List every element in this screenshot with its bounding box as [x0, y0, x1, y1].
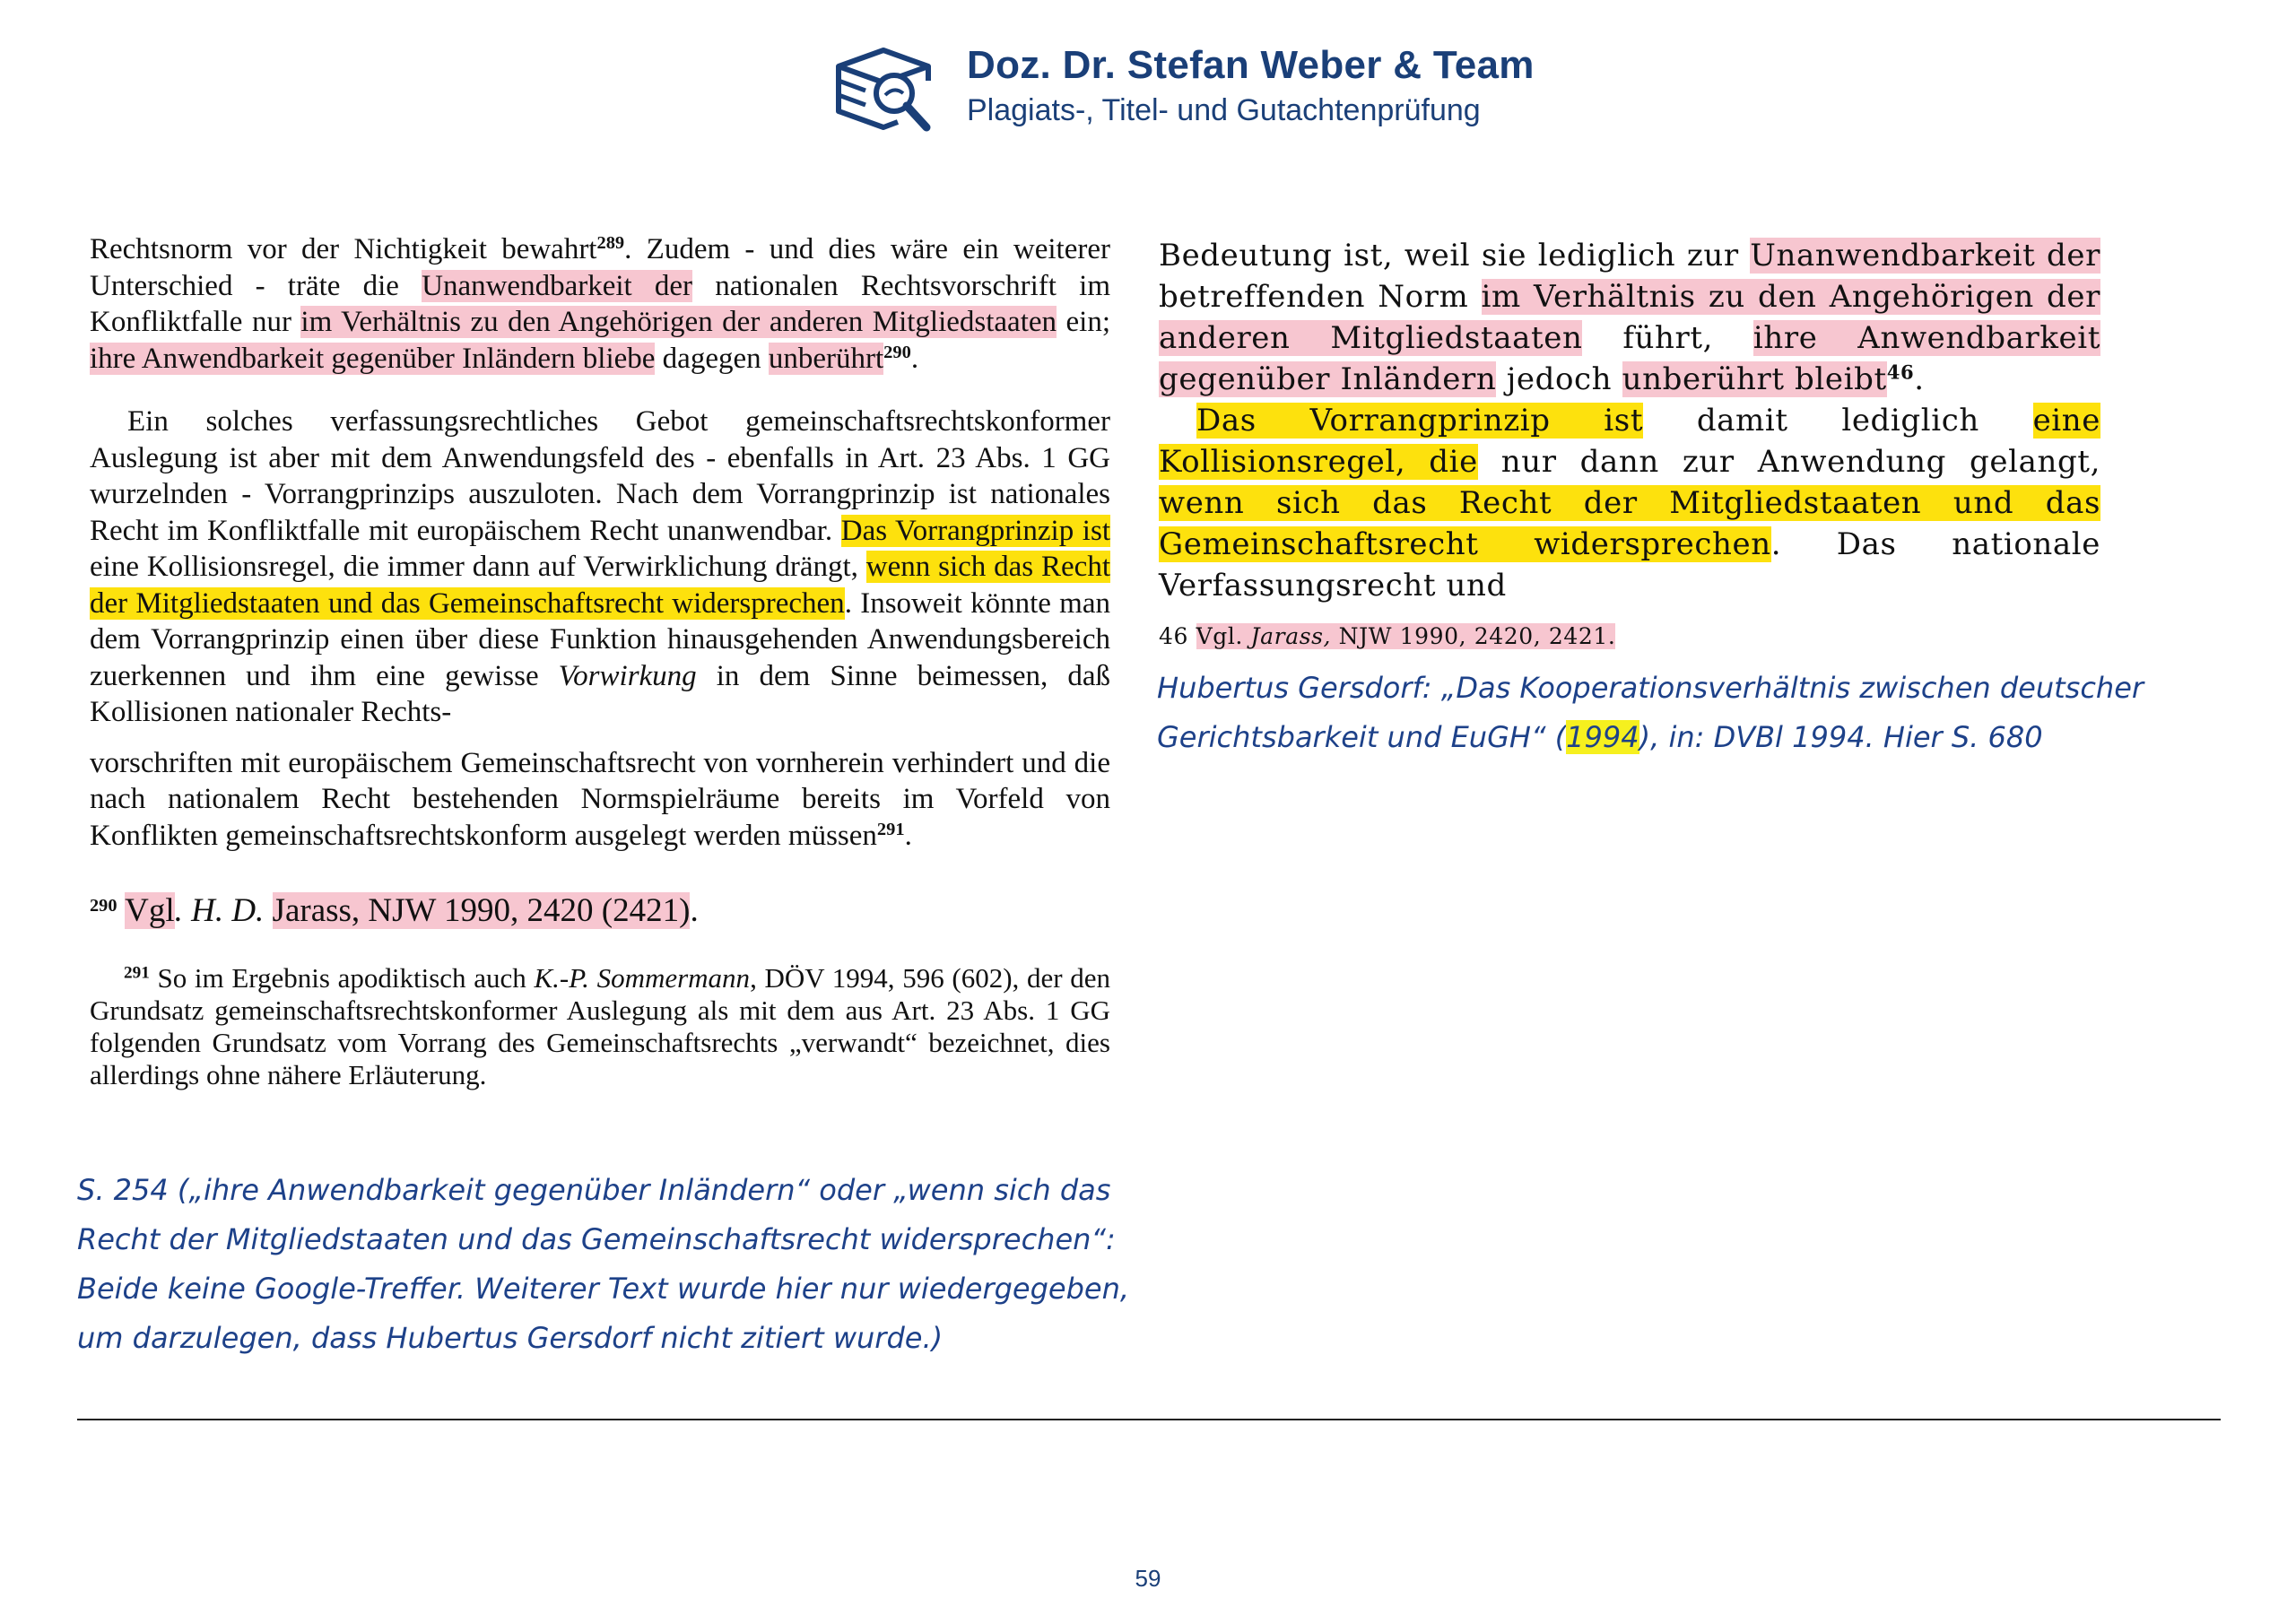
text: damit lediglich	[1643, 403, 2033, 439]
pink-highlight: unberührt bleibt	[1622, 361, 1887, 397]
text: dagegen	[655, 342, 769, 375]
header	[0, 34, 2296, 142]
text: ), in: DVBl 1994. Hier S. 680	[1639, 720, 2043, 754]
pink-highlight: ihre Anwendbarkeit gegenüber Inländern bliebe	[90, 342, 656, 375]
text: .	[690, 892, 699, 929]
right-scan-excerpt	[1159, 235, 2100, 651]
brand-subtitle: Plagiats-, Titel- und Gutachtenprüfung	[967, 93, 1481, 127]
text: nur dann zur Anwendung gelangt,	[1477, 444, 2100, 480]
footnote-ref: 46	[1886, 360, 1915, 384]
text: in dem Sinne beimessen, daß Kollisionen nationaler Rechts-	[90, 659, 1111, 728]
text: Bedeutung ist, weil sie lediglich zur	[1159, 238, 1751, 274]
footnote-46	[1159, 622, 2100, 651]
logo-book-magnifier-icon	[830, 41, 937, 135]
text: Hubertus Gersdorf: „Das Kooperationsverhältnis zwischen deutscher Gerichtsbarkeit und EuGH“ (	[1157, 671, 2144, 754]
text: Rechtsnorm vor der Nichtigkeit bewahrt	[90, 233, 597, 265]
text: , DÖV 1994, 596 (602), der den Grundsatz gemeinschaftsrechtskonformer Auslegung als mit dem aus Art. 23 Abs. 1 GG folgenden Grundsatz vom Vorrang des Gemeinschaftsrechts „verwandt“ bezeichnet, dies allerdings ohne nähere Erläuterung.	[90, 961, 1110, 1090]
analysis-caption: S. 254 („ihre Anwendbarkeit gegenüber Inländern“ oder „wenn sich das Recht der Mitgliedstaaten und das Gemeinschaftsrecht widersprechen“: Beide keine Google-Treffer. Weiterer Text wurde hier nur wiedergegeben, um darzulegen, dass Hubertus Gersdorf nicht zitiert wurde.)	[77, 1173, 1130, 1355]
text: jedoch	[1496, 361, 1622, 397]
pink-highlight: Jarass, NJW 1990, 2420 (2421)	[272, 892, 691, 929]
text: . Zudem - und dies wäre ein weiterer Unterschied - träte die	[90, 233, 1110, 302]
footnote-291	[90, 962, 1110, 1091]
pink-highlight: Jarass,	[1250, 623, 1332, 649]
yellow-highlight: wenn sich das Recht der Mitgliedstaaten und das Gemeinschaftsrecht widersprechen	[1159, 485, 2100, 562]
footnote-number: 290	[90, 895, 117, 916]
text: . Das nationale Verfassungsrecht und	[1159, 526, 2100, 604]
pink-highlight: Unanwendbarkeit der	[1750, 238, 2100, 274]
pink-highlight: unberührt	[768, 342, 884, 375]
text: ein;	[1057, 306, 1111, 338]
footnote-290	[90, 893, 1110, 930]
pink-highlight: Vgl	[125, 892, 175, 929]
source-caption	[1157, 664, 2215, 762]
left-paragraph-1	[90, 231, 1110, 377]
divider	[77, 1419, 2221, 1420]
brand-title: Doz. Dr. Stefan Weber & Team	[967, 43, 1535, 87]
yellow-highlight: wenn sich das Recht der Mitgliedstaaten und das Gemeinschaftsrecht widersprechen	[90, 551, 1110, 620]
yellow-highlight: eine Kollisionsregel, die	[1159, 403, 2100, 480]
italic-text: K.-P. Sommermann	[534, 961, 751, 994]
left-paragraph-2	[90, 404, 1110, 731]
footnote-ref: 291	[876, 819, 905, 839]
text: Ein solches verfassungsrechtliches Gebot gemeinschaftsrechtskonformer Auslegung ist aber mit dem Anwendungsfeld des - ebenfalls in Art. 23 Abs. 1 GG wurzelnden - Vorrangprinzips auszuloten. Nach dem Vorrangprinzip ist nationales Recht im Konfliktfalle mit europäischem Recht unanwendbar.	[90, 405, 1110, 547]
pink-highlight: ihre Anwendbarkeit gegenüber Inländern	[1159, 320, 2100, 397]
text: . Insoweit könnte man dem Vorrangprinzip einen über diese Funktion hinausgehenden Anwendungsbereich zuerkennen und ihm eine gewisse	[90, 586, 1111, 692]
footnote-number: 291	[124, 962, 150, 982]
pink-highlight: Vgl.	[1196, 623, 1251, 649]
text: vorschriften mit europäischem Gemeinschaftsrecht von vornherein verhindert und die nach nationalem Recht bestehenden Normspielräume bereits im Vorfeld von Konflikten gemeinschaftsrechtskonform ausgelegt werden müssen	[90, 746, 1110, 852]
left-paragraph-3	[90, 745, 1110, 855]
year-highlight: 1994	[1566, 720, 1639, 754]
left-scan-excerpt	[90, 231, 1110, 1091]
italic-text: Vorwirkung	[558, 659, 697, 692]
footnote-ref: 289	[596, 232, 625, 253]
footnote-number: 46	[1159, 623, 1196, 649]
yellow-highlight: Das Vorrangprinzip ist	[1196, 403, 1644, 439]
yellow-highlight: Das Vorrangprinzip ist	[840, 514, 1110, 547]
pink-highlight: Unanwendbarkeit der	[422, 269, 693, 302]
text: betreffenden Norm	[1159, 279, 1482, 315]
text: führt,	[1582, 320, 1753, 356]
text: eine Kollisionsregel, die immer dann auf Verwirklichung drängt,	[90, 551, 866, 583]
page-number: 59	[1135, 1565, 1161, 1592]
pink-highlight: NJW 1990, 2420, 2421.	[1331, 623, 1616, 649]
pink-highlight: im Verhältnis zu den Angehörigen der anderen Mitgliedstaaten	[300, 306, 1057, 338]
text: .	[1914, 361, 1925, 397]
right-paragraph-2	[1159, 400, 2100, 606]
footnote-ref: 290	[883, 342, 911, 362]
text: . H. D.	[174, 892, 273, 929]
text: nationalen Rechtsvorschrift im Konfliktfalle nur	[90, 269, 1110, 338]
pink-highlight: im Verhältnis zu den Angehörigen der anderen Mitgliedstaaten	[1159, 279, 2100, 356]
text: .	[910, 342, 919, 375]
right-paragraph-1	[1159, 235, 2100, 400]
text: .	[904, 819, 912, 852]
text: So im Ergebnis apodiktisch auch	[149, 961, 535, 994]
